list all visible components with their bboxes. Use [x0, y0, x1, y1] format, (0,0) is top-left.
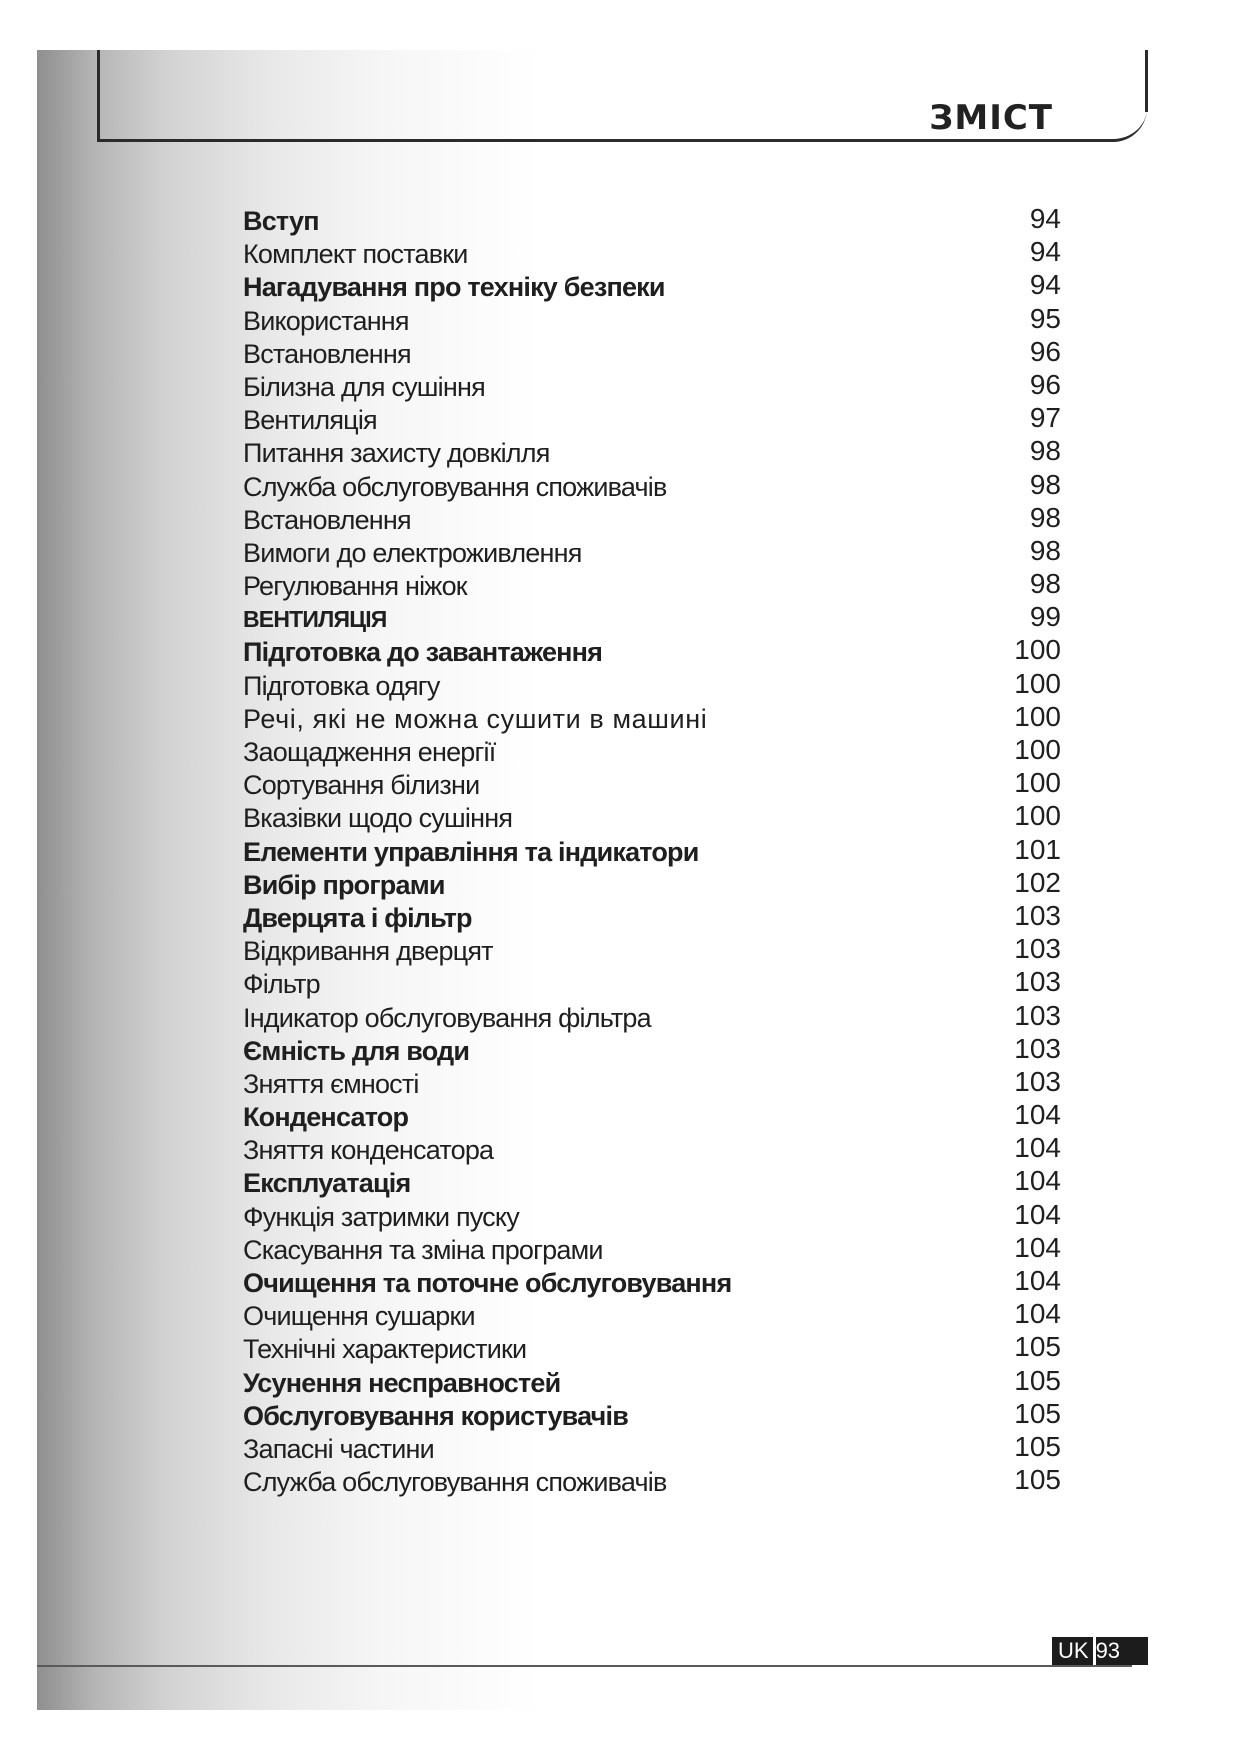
- toc-entry: [243, 1397, 1068, 1433]
- toc-entry-label: Вибір програми: [243, 869, 445, 900]
- toc-entry-label: Ємність для води: [243, 1035, 470, 1066]
- toc-entry-page: 103: [1014, 899, 1061, 931]
- toc-entry-page: 96: [1029, 335, 1061, 367]
- toc-entry: [243, 1101, 1068, 1134]
- toc-entry: [243, 769, 1068, 802]
- toc-entry-page: 105: [1014, 1430, 1061, 1462]
- toc-entry-label: Очищення та поточне обслуговування: [243, 1268, 732, 1298]
- toc-entry-page: 97: [1029, 402, 1061, 434]
- toc-entry-page: 103: [1014, 1032, 1061, 1064]
- toc-entry: [243, 335, 1068, 371]
- toc-entry-page: 104: [1014, 1298, 1061, 1330]
- toc-entry-label: Функція затримки пуску: [243, 1201, 519, 1232]
- toc-entry-label: Використання: [243, 305, 409, 336]
- toc-entry: [243, 570, 1068, 603]
- toc-entry-label: Підготовка до завантаження: [243, 637, 603, 668]
- table-of-contents: [243, 205, 1068, 1499]
- toc-entry-label: Речі, які не можна сушити в машині: [243, 703, 708, 734]
- toc-entry-label: Підготовка одягу: [243, 670, 440, 701]
- toc-entry-page: 101: [1014, 833, 1061, 865]
- toc-entry-label: Встановлення: [243, 338, 411, 369]
- toc-entry: [243, 205, 1068, 238]
- page-number: 93: [1096, 1637, 1148, 1665]
- toc-entry-page: 104: [1014, 1265, 1061, 1296]
- toc-entry: [243, 271, 1068, 304]
- toc-entry-label: ВЕНТИЛЯЦІЯ: [243, 606, 387, 633]
- toc-entry-page: 98: [1029, 468, 1061, 500]
- toc-entry-page: 103: [1014, 966, 1061, 998]
- toc-entry-label: Очищення сушарки: [243, 1301, 475, 1332]
- toc-entry-label: Встановлення: [243, 504, 411, 535]
- toc-entry: [243, 302, 1068, 338]
- toc-entry-label: Нагадування про техніку безпеки: [243, 272, 665, 303]
- toc-entry: [243, 968, 1068, 1001]
- toc-entry-label: Відкривання дверцят: [243, 936, 493, 967]
- toc-entry-page: 103: [1014, 999, 1061, 1031]
- toc-entry-page: 105: [1014, 1364, 1061, 1396]
- toc-entry: [243, 1167, 1068, 1200]
- header-frame-edge: [1145, 50, 1148, 112]
- toc-entry-label: Білизна для сушіння: [243, 371, 485, 402]
- toc-entry-label: Вступ: [243, 206, 319, 236]
- toc-entry: [243, 1466, 1068, 1499]
- toc-entry: [243, 501, 1068, 537]
- toc-entry: [243, 700, 1068, 736]
- toc-entry: [243, 1134, 1068, 1167]
- toc-entry-label: Фільтр: [243, 969, 320, 1000]
- toc-entry-label: Зняття ємності: [243, 1068, 419, 1099]
- toc-entry: [243, 1231, 1068, 1267]
- toc-entry-page: 94: [1029, 269, 1061, 301]
- toc-entry: [243, 468, 1068, 504]
- toc-entry-page: 104: [1014, 1165, 1061, 1197]
- toc-entry-page: 105: [1014, 1331, 1061, 1363]
- toc-entry: [243, 437, 1068, 470]
- toc-entry-label: Сортування білизни: [243, 770, 480, 801]
- toc-entry: [243, 368, 1068, 404]
- toc-entry: [243, 1430, 1068, 1466]
- toc-entry-label: Усунення несправностей: [243, 1367, 561, 1398]
- toc-entry-page: 98: [1029, 534, 1061, 566]
- toc-entry: [243, 238, 1068, 271]
- toc-entry-page: 100: [1014, 800, 1061, 832]
- toc-entry-label: Запасні частини: [243, 1433, 434, 1464]
- footer-divider: [37, 1665, 1132, 1667]
- toc-entry-page: 103: [1014, 1065, 1061, 1097]
- toc-entry-page: 105: [1014, 1397, 1061, 1429]
- toc-entry: [243, 736, 1068, 769]
- toc-entry-page: 94: [1029, 236, 1061, 268]
- toc-entry: [243, 1267, 1068, 1300]
- toc-entry-label: Зняття конденсатора: [243, 1135, 494, 1166]
- toc-entry-label: Дверцята і фільтр: [243, 902, 472, 933]
- toc-entry-page: 95: [1029, 302, 1061, 334]
- toc-entry: [243, 1300, 1068, 1333]
- toc-entry: [243, 899, 1068, 935]
- toc-entry-page: 96: [1029, 368, 1061, 400]
- toc-entry-page: 98: [1029, 435, 1061, 467]
- toc-entry-page: 100: [1014, 667, 1061, 699]
- toc-entry-label: Індикатор обслуговування фільтра: [243, 1002, 651, 1033]
- toc-entry-label: Технічні характеристики: [243, 1334, 527, 1365]
- toc-entry-label: Регулювання ніжок: [243, 571, 467, 602]
- page-title: ЗМІСТ: [929, 98, 1053, 138]
- toc-entry-page: 104: [1014, 1198, 1061, 1230]
- toc-entry-page: 105: [1014, 1464, 1061, 1496]
- toc-entry-label: Заощадження енергії: [243, 737, 496, 767]
- toc-entry-label: Питання захисту довкілля: [243, 438, 550, 469]
- page-number-badge: [1052, 1637, 1148, 1665]
- toc-entry-page: 103: [1014, 933, 1061, 965]
- toc-entry-label: Вказівки щодо сушіння: [243, 803, 513, 834]
- toc-entry-label: Вимоги до електроживлення: [243, 537, 582, 568]
- toc-entry: [243, 866, 1068, 902]
- toc-entry: [243, 1198, 1068, 1234]
- toc-entry-label: Комплект поставки: [243, 239, 468, 270]
- toc-entry: [243, 1333, 1068, 1366]
- toc-entry: [243, 667, 1068, 703]
- toc-entry-label: Служба обслуговування споживачів: [243, 1467, 667, 1498]
- toc-entry-page: 100: [1014, 767, 1061, 799]
- toc-entry: [243, 833, 1068, 869]
- toc-entry: [243, 1032, 1068, 1068]
- toc-entry: [243, 534, 1068, 570]
- toc-entry: [243, 603, 1068, 636]
- toc-entry-page: 100: [1014, 634, 1061, 666]
- toc-entry: [243, 935, 1068, 968]
- toc-entry-page: 104: [1014, 1132, 1061, 1164]
- toc-entry: [243, 802, 1068, 835]
- toc-entry-page: 104: [1014, 1231, 1061, 1263]
- language-code: UK: [1052, 1637, 1093, 1665]
- toc-entry: [243, 1364, 1068, 1400]
- toc-entry-label: Скасування та зміна програми: [243, 1234, 603, 1265]
- toc-entry-page: 102: [1014, 866, 1061, 898]
- toc-entry-page: 100: [1014, 700, 1061, 732]
- toc-entry: [243, 1065, 1068, 1101]
- toc-entry-page: 98: [1029, 568, 1061, 600]
- toc-entry: [243, 999, 1068, 1035]
- toc-entry-page: 94: [1029, 203, 1061, 234]
- toc-entry-page: 98: [1029, 501, 1061, 533]
- toc-entry: [243, 636, 1068, 669]
- toc-entry-page: 100: [1014, 734, 1061, 765]
- toc-entry-label: Експлуатація: [243, 1168, 411, 1199]
- toc-entry-page: 104: [1014, 1099, 1061, 1131]
- toc-entry-page: 99: [1029, 601, 1061, 633]
- toc-entry-label: Елементи управління та індикатори: [243, 836, 699, 867]
- toc-entry-label: Конденсатор: [243, 1102, 409, 1133]
- toc-entry: [243, 404, 1068, 437]
- toc-entry-label: Обслуговування користувачів: [243, 1400, 629, 1431]
- toc-entry-label: Вентиляція: [243, 405, 377, 436]
- toc-entry-label: Служба обслуговування споживачів: [243, 471, 667, 502]
